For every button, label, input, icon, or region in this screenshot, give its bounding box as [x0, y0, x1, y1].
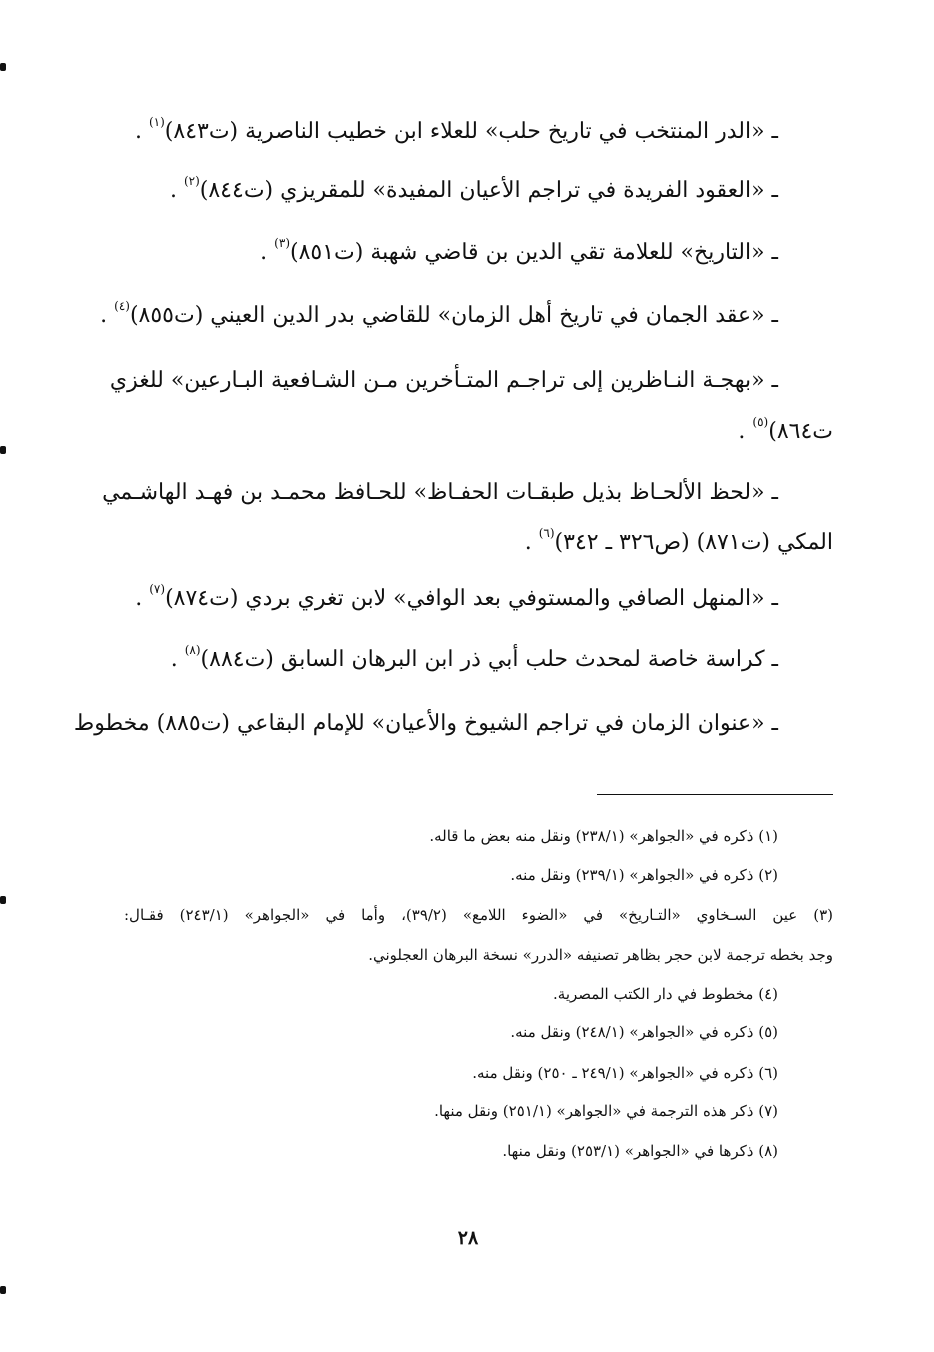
entry-end: . [100, 303, 115, 328]
entry-text: ـ كراسة خاصة لمحدث حلب أبي ذر ابن البرهان السابق (ت٨٨٤) [200, 647, 778, 672]
main-line [102, 478, 778, 508]
main-line [109, 366, 778, 396]
main-line [73, 709, 778, 739]
footnote-divider [597, 794, 833, 795]
footnote-line: (٦) ذكره في «الجواهر» (٢٤٩/١ ـ ٢٥٠) ونقل منه. [472, 1064, 778, 1082]
page-number: ٢٨ [457, 1227, 479, 1249]
main-line [525, 528, 833, 560]
main-line [135, 584, 778, 616]
footnote-ref: (٥) [752, 415, 769, 429]
entry-text: ـ «عقد الجمان في تاريخ أهل الزمان» للقاضي بدر الدين العيني (ت٨٥٥) [129, 303, 778, 328]
entry-end: . [524, 530, 539, 555]
entry-end: . [134, 119, 149, 144]
main-line [100, 301, 778, 333]
main-line [171, 645, 778, 677]
footnote-ref: (٢) [183, 174, 200, 188]
scan-mark [0, 896, 6, 904]
footnote-line: (٢) ذكره في «الجواهر» (٢٣٩/١) ونقل منه. [510, 866, 778, 884]
footnote-line: (٣) عين السـخاوي «التـاريخ» في «الضوء اللامع» (٣٩/٢)، وأما في «الجواهر» (٢٤٣/١) فقـال: [124, 906, 833, 924]
entry-text: ـ «التاريخ» للعلامة تقي الدين بن قاضي شهبة (ت٨٥١) [290, 240, 778, 265]
main-line [135, 117, 778, 149]
footnote-ref: (١) [148, 115, 165, 129]
entry-text: ـ «العقود الفريدة في تراجم الأعيان المفيدة» للمقريزي (ت٨٤٤) [199, 178, 778, 203]
entry-end: . [170, 647, 185, 672]
entry-text: ـ «عنوان الزمان في تراجم الشيوخ والأعيان» للإمام البقاعي (ت٨٨٥) مخطوط [73, 711, 778, 736]
footnote-ref: (٦) [538, 526, 555, 540]
entry-text: ـ «الدر المنتخب في تاريخ حلب» للعلاء ابن خطيب الناصرية (ت٨٤٣) [164, 119, 778, 144]
entry-text: ـ «لحظ الألحـاظ بذيل طبقـات الحفـاظ» للحـافظ محمـد بن فهـد الهاشـمي [102, 480, 778, 505]
scan-mark [0, 446, 6, 454]
footnote-line: (١) ذكره في «الجواهر» (٢٣٨/١) ونقل منه بعض ما قاله. [429, 827, 778, 845]
entry-text: ـ «المنهل الصافي والمستوفي بعد الوافي» لابن تغري بردي (ت٨٧٤) [165, 586, 778, 611]
footnote-line: (٤) مخطوط في دار الكتب المصرية. [553, 985, 778, 1003]
entry-end: . [260, 240, 275, 265]
entry-text: ت٨٦٤) [768, 419, 833, 444]
entry-end: . [738, 419, 753, 444]
entry-end: . [135, 586, 150, 611]
main-line [170, 176, 778, 208]
footnote-ref: (٤) [114, 299, 130, 313]
footnote-line: وجد بخطه ترجمة لابن حجر بظاهر تصنيفه «الدرر» نسخة البرهان العجلوني. [368, 946, 833, 964]
footnote-ref: (٧) [149, 582, 166, 596]
footnote-ref: (٨) [184, 643, 201, 657]
footnote-line: (٥) ذكره في «الجواهر» (٢٤٨/١) ونقل منه. [510, 1023, 778, 1041]
entry-text: المكي (ت٨٧١) (ص٣٢٦ ـ ٣٤٢) [554, 530, 833, 555]
entry-end: . [169, 178, 184, 203]
footnote-ref: (٣) [274, 236, 290, 250]
main-line [738, 417, 833, 449]
entry-text: ـ «بهجـة النـاظرين إلى تراجـم المتـأخرين مـن الشـافعية البـارعين» للغزي [109, 368, 778, 393]
main-line [260, 238, 778, 270]
scan-mark [0, 63, 6, 71]
scan-mark [0, 1286, 6, 1294]
footnote-line: (٨) ذكرها في «الجواهر» (٢٥٣/١) ونقل منها. [502, 1142, 778, 1160]
footnote-line: (٧) ذكر هذه الترجمة في «الجواهر» (٢٥١/١) ونقل منها. [434, 1102, 778, 1120]
